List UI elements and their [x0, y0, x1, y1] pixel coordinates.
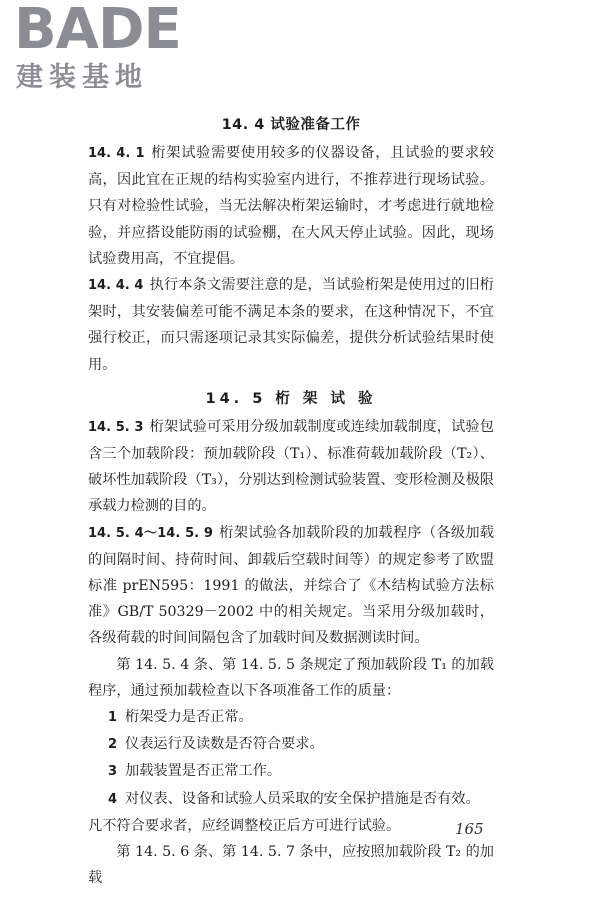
clause-text: 桁架试验各加载阶段的加载程序（各级加载的间隔时间、持荷时间、卸载后空载时间等）的规定参考了欧盟标准 prEN595：1991 的做法，并综合了《木结构试验方法标准》GB/T 50329－2002 中的相关规定。当采用分级加载时，各级荷载的时间间隔包含了加载时间及数据测读时间。 — [88, 524, 494, 647]
list-item-text: 对仪表、设备和试验人员采取的安全保护措施是否有效。 — [125, 790, 480, 807]
clause-14-4-4 — [88, 272, 494, 378]
list-item-number: 4 — [108, 791, 118, 807]
clause-number: 14. 5. 4～14. 5. 9 — [88, 525, 213, 541]
list-item — [88, 731, 494, 758]
list-item-number: 2 — [108, 737, 118, 753]
list-item — [88, 704, 494, 731]
publisher-logo — [14, 0, 194, 100]
list-item-number: 3 — [108, 764, 118, 780]
list-item-text: 桁架受力是否正常。 — [125, 709, 253, 726]
section-heading-14-4: 14. 4 试验准备工作 — [221, 117, 361, 133]
list-item — [88, 786, 494, 813]
list-item-text: 仪表运行及读数是否符合要求。 — [125, 736, 324, 753]
clause-number: 14. 4. 4 — [88, 278, 144, 294]
section-heading-14-5: 14. 5 桁 架 试 验 — [205, 390, 377, 407]
list-item-number: 1 — [108, 710, 118, 726]
clause-14-4-1 — [88, 140, 494, 272]
clause-14-5-3 — [88, 414, 494, 520]
clause-number: 14. 4. 1 — [88, 146, 145, 161]
clause-text: 桁架试验需要使用较多的仪器设备，且试验的要求较高，因此宜在正规的结构实验室内进行，不推荐进行现场试验。只有对检验性试验，当无法解决桁架运输时，才考虑进行就地检验，并应搭设能防雨的试验棚，在大风天停止试验。因此，现场试验费用高，不宜提倡。 — [88, 145, 494, 267]
list-item — [88, 758, 494, 785]
clause-14-5-4-to-9 — [88, 520, 494, 652]
clause-text: 执行本条文需要注意的是，当试验桁架是使用过的旧桁架时，其安装偏差可能不满足本条的要求，在这种情况下，不宜强行校正，而只需逐项记录其实际偏差，提供分析试验结果时使用。 — [88, 277, 494, 373]
clause-text: 桁架试验可采用分级加载制度或连续加载制度，试验包含三个加载阶段：预加载阶段（T₁）、标准荷载加载阶段（T₂）、破坏性加载阶段（T₃），分别达到检测试验装置、变形检测及极限承载力检测的目的。 — [88, 418, 494, 515]
clause-number: 14. 5. 3 — [88, 419, 144, 435]
page-content — [88, 110, 494, 891]
paragraph-preload: 第 14. 5. 4 条、第 14. 5. 5 条规定了预加载阶段 T₁ 的加载程序，通过预加载检查以下各项准备工作的质量： — [88, 656, 494, 699]
paragraph-stage-t2: 第 14. 5. 6 条、第 14. 5. 7 条中，应按照加载阶段 T₂ 的加载 — [88, 844, 494, 887]
list-conclusion: 凡不符合要求者，应经调整校正后方可进行试验。 — [88, 817, 401, 834]
logo-wordmark: BADE — [14, 0, 181, 62]
page-number: 165 — [455, 820, 484, 838]
list-item-text: 加载装置是否正常工作。 — [125, 763, 282, 780]
logo-subtitle: 建装基地 — [16, 62, 148, 93]
